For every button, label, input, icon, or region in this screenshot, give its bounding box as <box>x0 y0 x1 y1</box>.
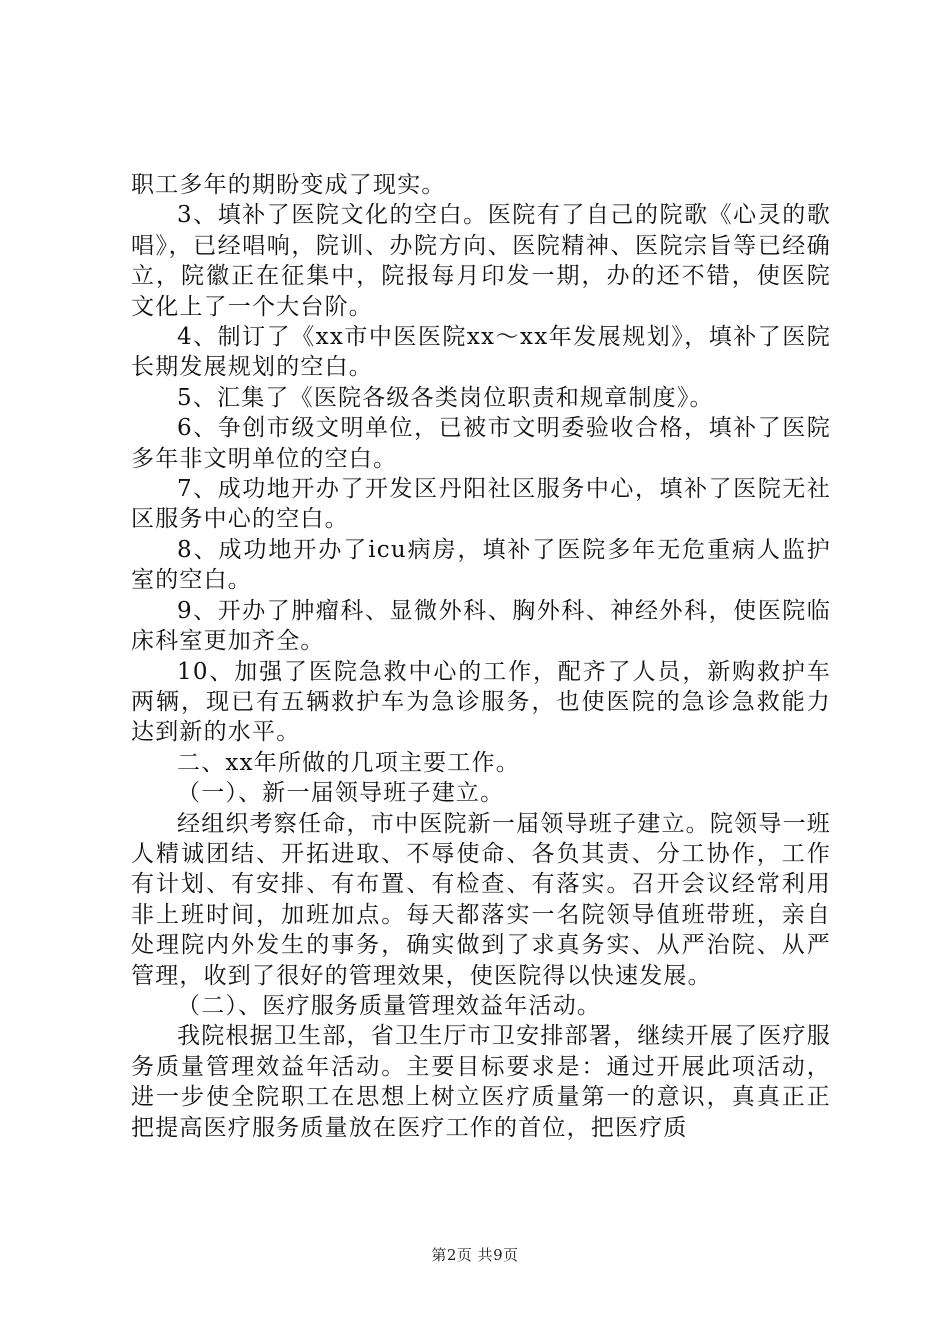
paragraph-continuation: 职工多年的期盼变成了现实。 <box>131 172 446 198</box>
page-number-footer: 第2页 共9页 <box>431 1246 519 1264</box>
paragraph-leadership: 经组织考察任命，市中医院新一届领导班子建立。院领导一班人精诚团结、开拓进取、不辱使命、各负其责、分工协作，工作有计划、有安排、有布置、有检查、有落实。召开会议经常利用非上班时间，加班加点。每天都落实一名院领导值班带班，亲自处理院内外发生的事务，确实做到了求真务实、从严治院、从严管理，收到了很好的管理效果，使医院得以快速发展。 <box>131 810 831 989</box>
paragraph-item-8: 8、成功地开办了icu病房，填补了医院多年无危重病人监护室的空白。 <box>131 536 831 594</box>
section-heading-2: 二、xx年所做的几项主要工作。 <box>177 749 520 776</box>
document-body <box>131 170 831 1143</box>
paragraph-item-3: 3、填补了医院文化的空白。医院有了自己的院歌《心灵的歌唱》，已经唱响，院训、办院方向、医院精神、医院宗旨等已经确立，院徽正在征集中，院报每月印发一期，办的还不错，使医院文化上了一个大台阶。 <box>131 202 831 320</box>
subsection-heading-1: （一）、新一届领导班子建立。 <box>177 780 505 807</box>
paragraph-quality-activity: 我院根据卫生部，省卫生厅市卫安排部署，继续开展了医疗服务质量管理效益年活动。主要目标要求是：通过开展此项活动，进一步使全院职工在思想上树立医疗质量第一的意识，真真正正把提高医疗服务质量放在医疗工作的首位，把医疗质 <box>131 1023 831 1141</box>
paragraph-item-6: 6、争创市级文明单位，已被市文明委验收合格，填补了医院多年非文明单位的空白。 <box>131 415 831 472</box>
paragraph-item-5: 5、汇集了《医院各级各类岗位职责和规章制度》。 <box>177 384 714 411</box>
paragraph-item-7: 7、成功地开办了开发区丹阳社区服务中心，填补了医院无社区服务中心的空白。 <box>131 476 831 533</box>
paragraph-item-4: 4、制订了《xx市中医医院xx～xx年发展规划》，填补了医院长期发展规划的空白。 <box>131 324 831 381</box>
subsection-heading-2: （二）、医疗服务质量管理效益年活动。 <box>177 992 602 1019</box>
paragraph-item-10: 10、加强了医院急救中心的工作，配齐了人员，新购救护车两辆，现已有五辆救护车为急诊服务，也使医院的急诊急救能力达到新的水平。 <box>131 658 831 746</box>
paragraph-item-9: 9、开办了肿瘤科、显微外科、胸外科、神经外科，使医院临床科室更加齐全。 <box>131 597 831 655</box>
